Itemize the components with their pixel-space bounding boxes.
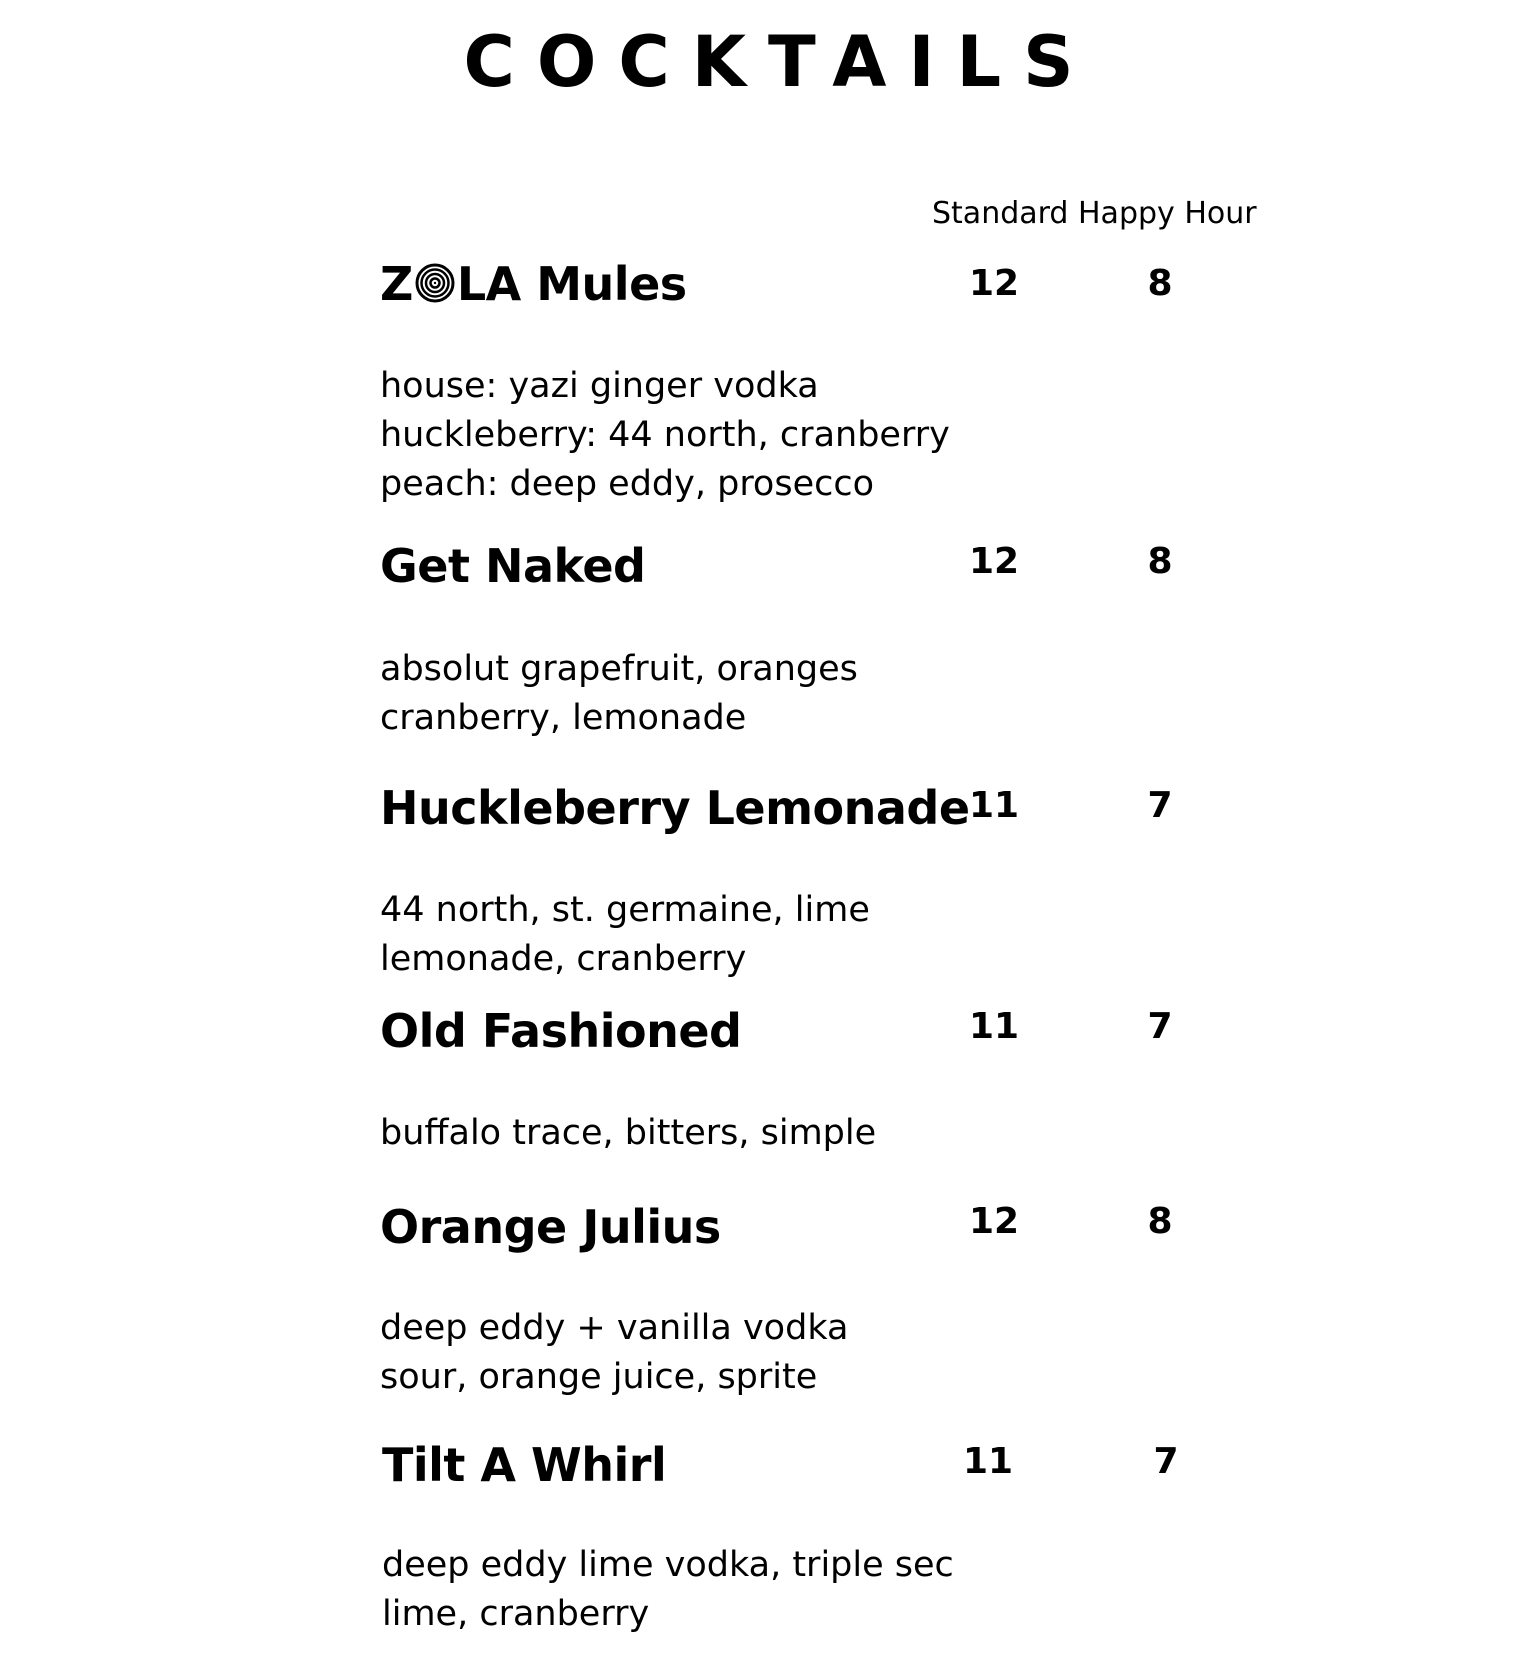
description-line: deep eddy + vanilla vodka xyxy=(380,1308,849,1348)
item-name xyxy=(380,256,687,312)
price-happy-hour: 8 xyxy=(1147,1201,1173,1242)
description-line: house: yazi ginger vodka xyxy=(380,366,819,406)
item-name-suffix: LA Mules xyxy=(456,257,687,311)
item-description xyxy=(382,1541,954,1639)
item-name: Old Fashioned xyxy=(380,1004,742,1058)
description-line: 44 north, st. germaine, lime xyxy=(380,890,870,930)
price-standard: 11 xyxy=(968,1006,1020,1047)
column-header-standard: Standard xyxy=(932,196,1069,231)
description-line: lime, cranberry xyxy=(382,1594,650,1634)
description-line: absolut grapefruit, oranges xyxy=(380,649,858,689)
item-description xyxy=(380,362,950,509)
item-name-prefix: Z xyxy=(380,257,413,311)
price-happy-hour: 7 xyxy=(1147,785,1173,826)
description-line: buffalo trace, bitters, simple xyxy=(380,1113,877,1153)
description-line: deep eddy lime vodka, triple sec xyxy=(382,1545,954,1585)
price-happy-hour: 7 xyxy=(1153,1441,1179,1482)
item-name: Orange Julius xyxy=(380,1200,721,1254)
item-description xyxy=(380,645,858,743)
item-name: Get Naked xyxy=(380,539,646,593)
item-name: Tilt A Whirl xyxy=(382,1438,667,1492)
price-happy-hour: 8 xyxy=(1147,263,1173,304)
price-happy-hour: 8 xyxy=(1147,541,1173,582)
description-line: sour, orange juice, sprite xyxy=(380,1357,818,1397)
description-line: lemonade, cranberry xyxy=(380,939,747,979)
price-standard: 12 xyxy=(968,541,1020,582)
price-standard: 12 xyxy=(968,1201,1020,1242)
item-description xyxy=(380,1304,848,1402)
page-title: COCKTAILS xyxy=(463,21,1096,103)
item-description xyxy=(380,1109,876,1158)
price-standard: 11 xyxy=(968,785,1020,826)
price-standard: 11 xyxy=(962,1441,1014,1482)
zola-spiral-logo-icon xyxy=(415,263,455,303)
description-line: peach: deep eddy, prosecco xyxy=(380,464,875,504)
item-description xyxy=(380,886,870,984)
description-line: huckleberry: 44 north, cranberry xyxy=(380,415,950,455)
price-happy-hour: 7 xyxy=(1147,1006,1173,1047)
column-header-happy-hour: Happy Hour xyxy=(1078,196,1257,231)
price-standard: 12 xyxy=(968,263,1020,304)
item-name: Huckleberry Lemonade xyxy=(380,781,970,835)
description-line: cranberry, lemonade xyxy=(380,698,747,738)
